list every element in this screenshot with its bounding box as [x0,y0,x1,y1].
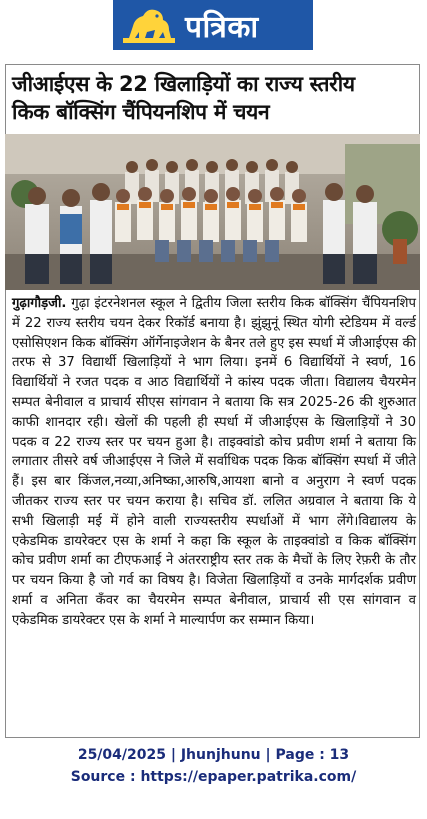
article-body [12,294,416,631]
footer-date-line: 25/04/2025 | Jhunjhunu | Page : 13 [77,747,350,763]
article-headline [12,70,417,126]
lion-icon [119,2,179,48]
source-footer [0,744,427,788]
headline-line-2: किक बॉक्सिंग चैंपियनशिप में चयन [12,100,270,124]
group-photo [5,134,420,290]
dateline: गुढ़ागौड़जी. [12,296,67,311]
brand-name: पत्रिका [185,9,259,45]
footer-source-link[interactable]: Source : https://epaper.patrika.com/ [70,769,357,785]
article-body-text: गुढ़ा इंटरनेशनल स्कूल ने द्वितीय जिला स्तरीय किक बॉक्सिंग चैंपियनशिप में 22 राज्य स्तरीय चयन देकर रिकॉर्ड बनाया है। झुंझुनूं स्थित योगी स्टेडियम में वर्ल्ड एसोसिएशन किक बॉक्सिंग ऑर्गेनाइजेशन के बैनर तले हुए इस स्पर्धा में जीआईएस की तरफ से 37 विद्यार्थी खिलाड़ियों ने भाग लिया। इनमें 6 विद्यार्थियों ने स्वर्ण, 16 विद्यार्थियों ने रजत पदक व आठ विद्यार्थियों ने कांस्य पदक जीता। विद्यालय चैयरमेन सम्पत बेनीवाल व प्राचार्य सीएस सांगवान ने बताया कि सत्र 2025-26 की शुरुआत काफी शानदार रही। खेलों की पहली ही स्पर्धा में जीआईएस के खिलाड़ियों ने 30 पदक व 22 राज्य स्तर पर चयन हुआ है। ताइक्वांडो कोच प्रवीण शर्मा ने बताया कि लगातार तीसरे वर्ष जीआईएस ने जिले में सर्वाधिक पदक किक बॉक्सिंग स्पर्धा में जीते हैं। इस बार किंजल,नव्या,अनिष्का,आरुषि,आयशा बानो व अनुराग ने स्वर्ण पदक जीतकर राज्य स्तर पर चयन कराया है। सचिव डॉ. ललित अग्रवाल ने बताया कि ये सभी खिलाड़ी मई में होने वाली राज्यस्तरीय स्पर्धाओं में भाग लेंगे।विद्यालय के एकेडमिक डायरेक्टर एस के शर्मा ने कहा कि स्कूल के ताइक्वांडो व किक बॉक्सिंग कोच प्रवीण शर्मा का टीएफआई ने अंतरराष्ट्रीय स्तर तक के मैचों के लिए रेफ़री के तौर पर चयन किया है जो गर्व का विषय है। विजेता खिलाड़ियों व उनके मार्गदर्शक प्रवीण शर्मा व अनिता कँवर का चैयरमेन सम्पत बेनीवाल, प्राचार्य सी एस सांगवान व एकेडमिक डायरेक्टर एस के शर्मा ने माल्यार्पण कर सम्मान किया। [12,296,416,628]
headline-line-1: जीआईएस के 22 खिलाड़ियों का राज्य स्तरीय [12,72,355,96]
masthead-banner [113,0,313,50]
